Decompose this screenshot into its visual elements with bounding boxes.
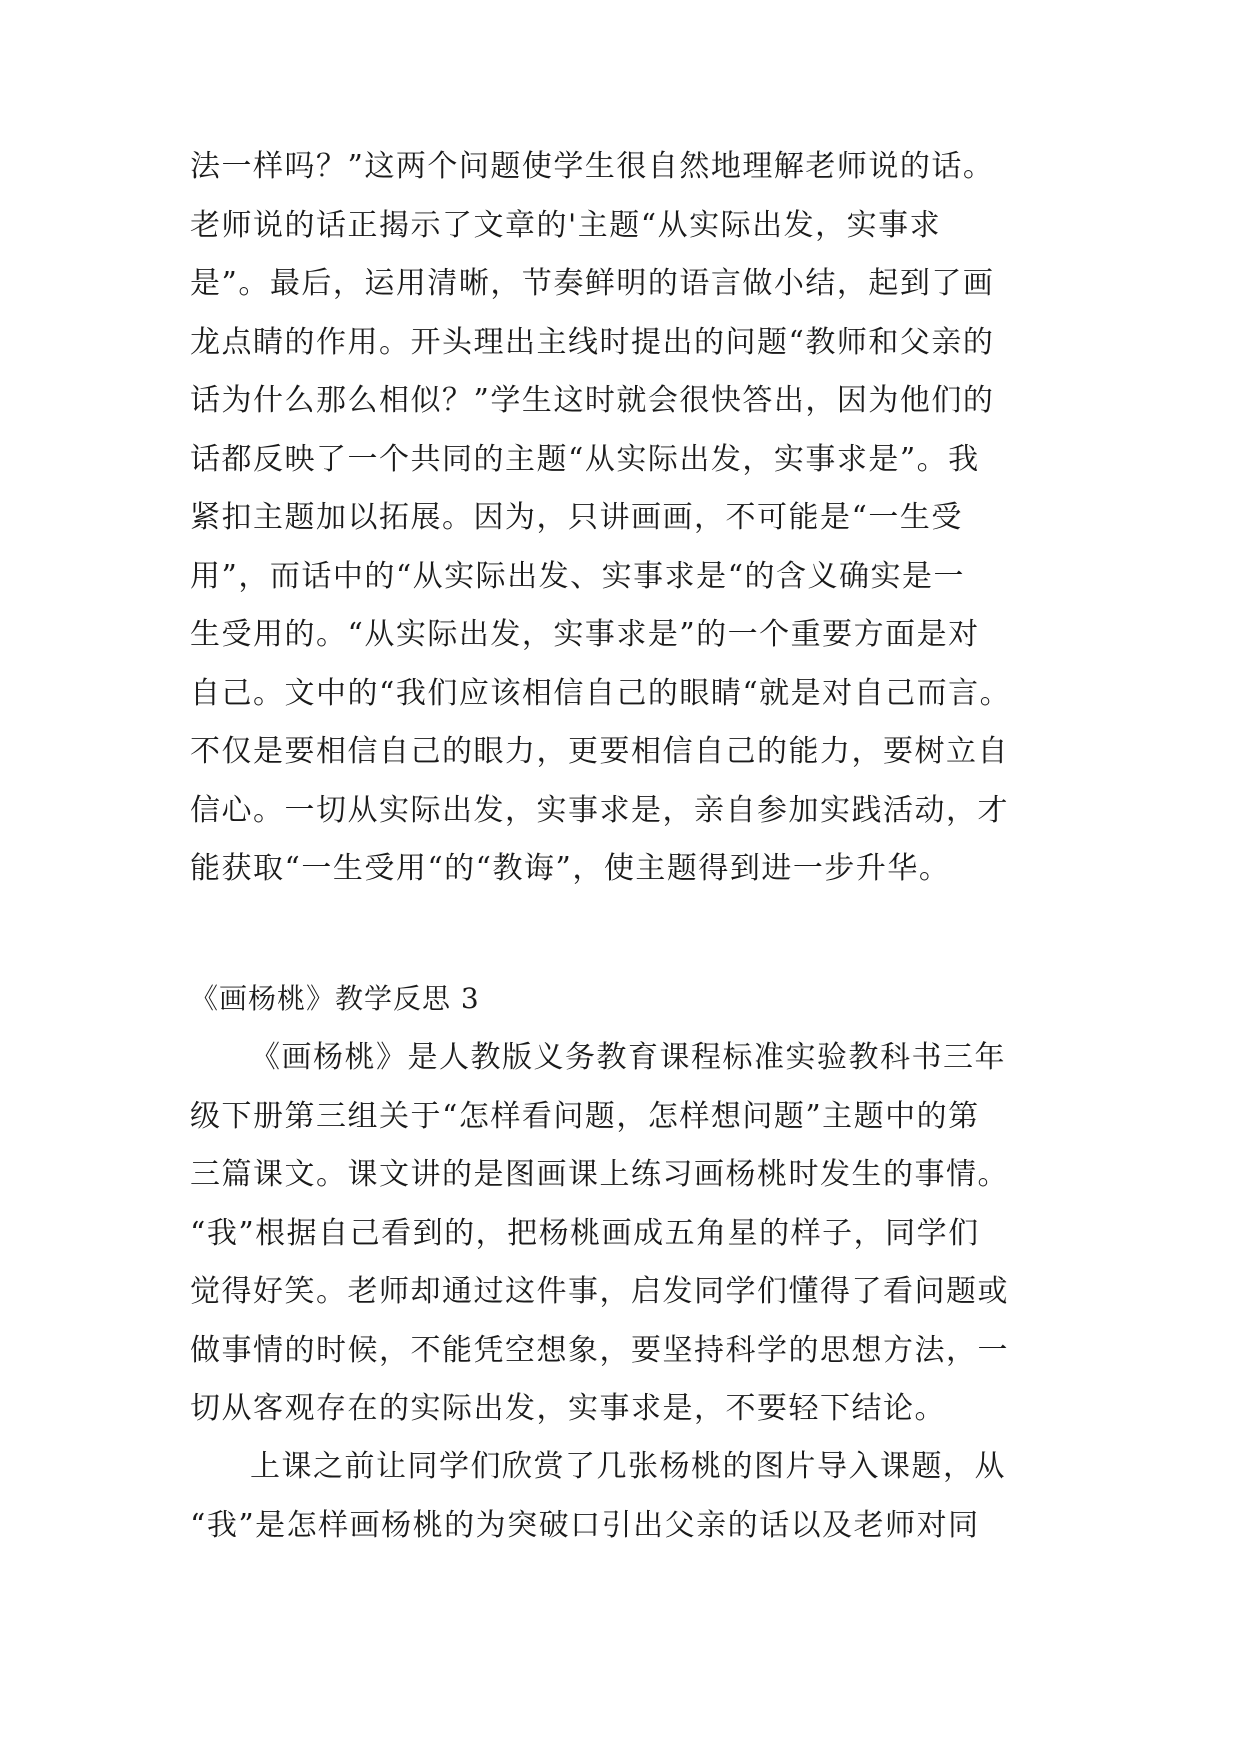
text-line: 能获取“一生受用“的“教诲”，使主题得到进一步升华。 [190, 851, 951, 886]
text-line: 切从客观存在的实际出发，实事求是，不要轻下结论。 [190, 1391, 946, 1426]
text-line: 是”。最后，运用清晰，节奏鲜明的语言做小结，起到了画 [190, 266, 995, 301]
text-line: 觉得好笑。老师却通过这件事，启发同学们懂得了看问题或 [190, 1274, 1009, 1309]
text-line: 话都反映了一个共同的主题“从实际出发，实事求是”。我 [190, 441, 980, 477]
body-paragraph-lesson [190, 1438, 1070, 1555]
text-line: 自己。文中的“我们应该相信自己的眼睛“就是对自己而言。 [190, 675, 1012, 711]
body-paragraph-continued [190, 138, 1070, 899]
text-line: 三篇课文。课文讲的是图画课上练习画杨桃时发生的事情。 [190, 1157, 1009, 1192]
text-line: 上课之前让同学们欣赏了几张杨桃的图片导入课题，从 [250, 1449, 1006, 1484]
text-line: 用”，而话中的“从实际出发、实事求是“的含义确实是一 [190, 558, 966, 594]
section-title: 《画杨桃》教学反思 3 [190, 982, 480, 1015]
text-line: 老师说的话正揭示了文章的'主题“从实际出发，实事求 [190, 207, 942, 243]
text-line: 不仅是要相信自己的眼力，更要相信自己的能力，要树立自 [190, 734, 1009, 769]
text-line: 龙点睛的作用。开头理出主线时提出的问题“教师和父亲的 [190, 324, 995, 360]
body-paragraph-intro [190, 1029, 1070, 1439]
text-line: 生受用的。“从实际出发，实事求是”的一个重要方面是对 [190, 617, 980, 652]
text-line: 级下册第三组关于“怎样看问题，怎样想问题”主题中的第 [190, 1098, 980, 1134]
text-line: 信心。一切从实际出发，实事求是，亲自参加实践活动，才 [190, 792, 1009, 828]
text-line: 做事情的时候，不能凭空想象，要坚持科学的思想方法，一 [190, 1332, 1009, 1368]
text-line: 话为什么那么相似？”学生这时就会很快答出，因为他们的 [190, 383, 995, 418]
text-line: “我”是怎样画杨桃的为突破口引出父亲的话以及老师对同 [190, 1507, 980, 1543]
text-line: “我”根据自己看到的，把杨桃画成五角星的样子，同学们 [190, 1215, 980, 1251]
text-line: 《画杨桃》是人教版义务教育课程标准实验教科书三年 [250, 1040, 1006, 1075]
text-line: 紧扣主题加以拓展。因为，只讲画画，不可能是“一生受 [190, 500, 963, 535]
text-line: 法一样吗？”这两个问题使学生很自然地理解老师说的话。 [190, 149, 995, 184]
